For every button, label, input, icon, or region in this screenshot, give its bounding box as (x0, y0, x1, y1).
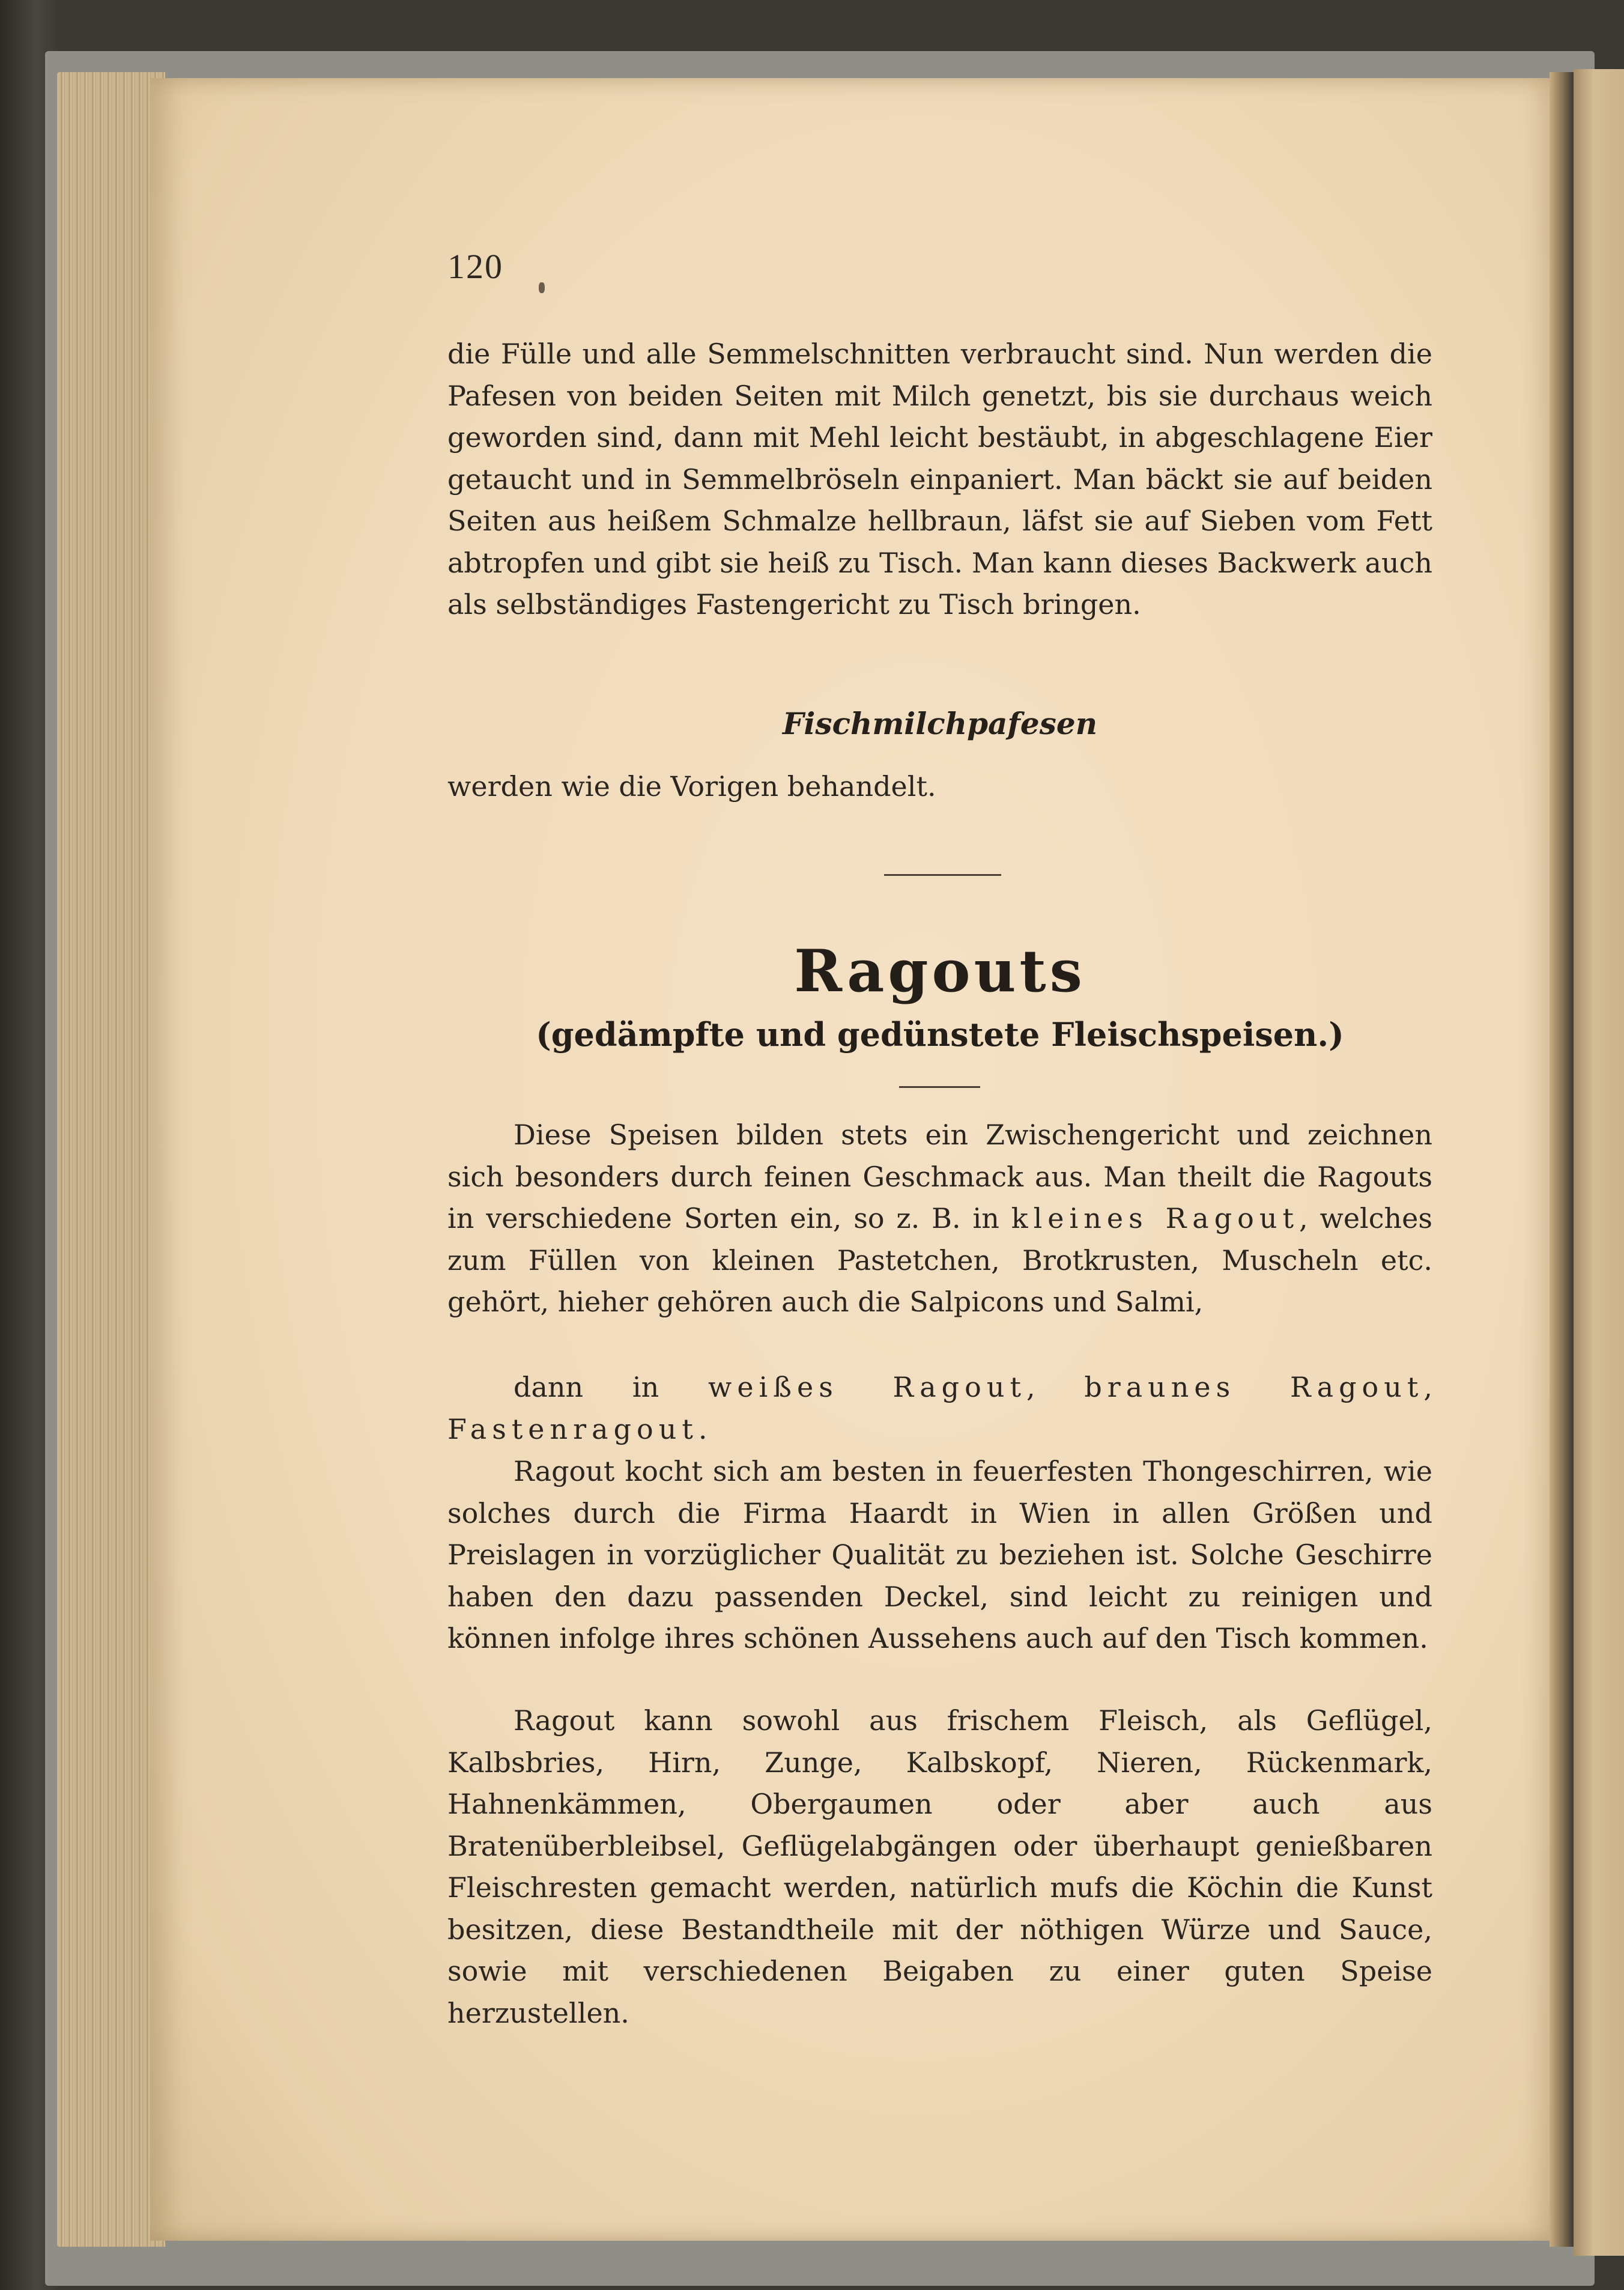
section-subtitle: (gedämpfte und gedünstete Fleischspeisen.) (536, 1015, 1344, 1054)
divider-rule (884, 874, 1001, 876)
paragraph-2 (447, 1367, 1432, 1450)
paragraph-4: Ragout kann sowohl aus frischem Fleisch, als Geflügel, Kalbsbries, Hirn, Zunge, Kalbskopf, Nieren, Rückenmark, Hahnenkämmen, Obergaumen oder aber auch aus Bratenüberbleibsel, Geflügelabgängen oder überhaupt genießbaren Fleischresten gemacht werden, natürlich mufs die Köchin die Kunst besitzen, diese Bestandtheile mit der nöthigen Würze und Sauce, sowie mit verschiedenen Beigaben zu einer guten Speise herzustellen. (447, 1704, 1432, 2029)
term-weisses-ragout: weißes Ragout (707, 1371, 1026, 1403)
book-gutter (1550, 72, 1574, 2247)
paragraph-1-start: Diese Speisen bilden stets ein Zwischengericht und zeichnen sich besonders durch feinen Geschmack aus. Man theilt die Ragouts in verschiedene Sorten ein, so z. B. in (447, 1119, 1432, 1235)
subtitle-rule (899, 1086, 980, 1088)
intro-paragraph: die Fülle und alle Semmelschnitten verbraucht sind. Nun werden die Pafesen von beiden Seiten mit Milch genetzt, bis sie durchaus weich geworden sind, dann mit Mehl leicht bestäubt, in abgeschlagene Eier getaucht und in Semmelbröseln einpaniert. Man bäckt sie auf beiden Seiten aus heißem Schmalze hellbraun, läfst sie auf Sieben vom Fett abtropfen und gibt sie heiß zu Tisch. Man kann dieses Backwerk auch als selbständiges Fastengericht zu Tisch bringen. (447, 338, 1432, 621)
paragraph-2-sep2: , (1423, 1371, 1432, 1403)
term-fastenragout: Fastenragout (447, 1412, 698, 1445)
page-number: 120 (447, 247, 503, 286)
paragraph-2-start: dann in (514, 1371, 708, 1403)
paragraph-3: Ragout kocht sich am besten in feuerfesten Thongeschirren, wie solches durch die Firma Haardt in Wien in allen Größen und Preislagen in vorzüglicher Qualität zu beziehen ist. Solche Geschirre haben den dazu passenden Deckel, sind leicht zu reinigen und können infolge ihres schönen Aussehens auch auf den Tisch kommen. (447, 1455, 1432, 1654)
paragraph-2-end: . (698, 1412, 707, 1445)
paragraph-1-end: , welches zum Füllen von kleinen Pastetchen, Brotkrusten, Muscheln etc. gehört, hieher gehören auch die Salpicons und Salmi, (447, 1202, 1432, 1318)
section-title: Ragouts (794, 937, 1086, 1005)
recipe-title: Fischmilchpafesen (782, 706, 1098, 741)
page-edges (57, 72, 165, 2247)
recipe-text: werden wie die Vorigen behandelt. (447, 770, 936, 803)
ink-speck (539, 282, 545, 293)
term-braunes-ragout: braunes Ragout (1084, 1371, 1424, 1403)
term-kleines-ragout: kleines Ragout (1011, 1202, 1299, 1235)
paragraph-2-sep1: , (1026, 1371, 1085, 1403)
facing-page-edge (1574, 69, 1624, 2256)
paragraph-1 (447, 1114, 1432, 1323)
